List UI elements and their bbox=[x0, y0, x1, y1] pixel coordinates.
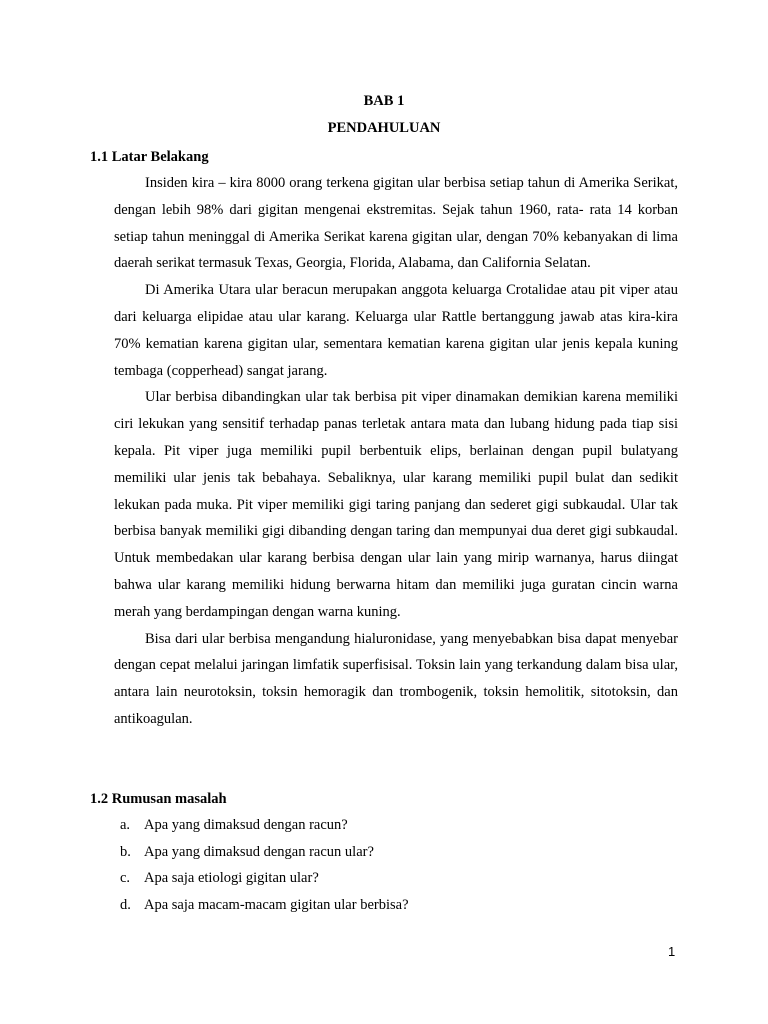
list-item-letter: a. bbox=[120, 817, 131, 833]
chapter-number: BAB 1 bbox=[363, 93, 405, 109]
question-list bbox=[0, 812, 768, 918]
list-item-text: Apa saja macam-macam gigitan ular berbisa? bbox=[144, 896, 409, 913]
chapter-title: PENDAHULUAN bbox=[327, 120, 441, 136]
paragraph: Di Amerika Utara ular beracun merupakan anggota keluarga Crotalidae atau pit viper atau dari keluarga elipidae atau ular karang. Keluarga ular Rattle bertanggung jawab atas kira-kira 70% kematian karena gigitan ular, sementara kematian karena gigitan ular jenis kepala kuning tembaga (copperhead) sangat jarang. bbox=[114, 282, 678, 379]
section-heading-latar-belakang: 1.1 Latar Belakang bbox=[90, 149, 209, 165]
paragraph: Bisa dari ular berbisa mengandung hialuronidase, yang menyebabkan bisa dapat menyebar dengan cepat melalui jaringan limfatik superfisisal. Toksin lain yang terkandung dalam bisa ular, antara lain neurotoksin, toksin hemoragik dan trombogenik, toksin hemolitik, sitotoksin, dan antikoagulan. bbox=[114, 630, 678, 727]
paragraph: Insiden kira – kira 8000 orang terkena gigitan ular berbisa setiap tahun di Amerika Serikat, dengan lebih 98% dari gigitan mengenai ekstremitas. Sejak tahun 1960, rata- rata 14 korban setiap tahun meninggal di Amerika Serikat karena gigitan ular, dengan 70% kebanyakan di lima daerah serikat termasuk Texas, Georgia, Florida, Alabama, dan California Selatan. bbox=[114, 175, 678, 272]
list-item-letter: c. bbox=[120, 870, 131, 886]
paragraph: Ular berbisa dibandingkan ular tak berbisa pit viper dinamakan demikian karena memiliki ciri lekukan yang sensitif terhadap panas terletak antara mata dan lubang hidung pada tiap sisi kepala. Pit viper juga memiliki pupil berbentuik elips, berlainan dengan pupil bulatyang memiliki ular jenis tak bebahaya. Sebaliknya, ular karang memiliki pupil bulat dan sedikit lekukan pada muka. Pit viper memiliki gigi taring panjang dan sederet gigi subkaudal. Ular tak berbisa banyak memiliki gigi dibanding dengan taring dan mempunyai dua deret gigi subkaudal. Untuk membedakan ular karang berbisa dengan ular lain yang mirip warnanya, harus diingat bahwa ular karang memiliki hidung berwarna hitam dan memiliki juga guratan cincin warna merah yang berdampingan dengan warna kuning. bbox=[114, 389, 678, 620]
list-item bbox=[0, 892, 768, 919]
list-item-letter: d. bbox=[120, 896, 131, 913]
section-body-latar-belakang bbox=[114, 170, 678, 733]
list-item-text: Apa saja etiologi gigitan ular? bbox=[144, 870, 319, 886]
section-heading-rumusan-masalah: 1.2 Rumusan masalah bbox=[90, 791, 227, 807]
list-item bbox=[0, 812, 768, 839]
page-number: 1 bbox=[668, 944, 676, 959]
list-item-text: Apa yang dimaksud dengan racun ular? bbox=[144, 843, 374, 860]
list-item-letter: b. bbox=[120, 843, 131, 860]
list-item bbox=[0, 865, 768, 892]
list-item bbox=[0, 839, 768, 866]
list-item-text: Apa yang dimaksud dengan racun? bbox=[144, 817, 348, 833]
